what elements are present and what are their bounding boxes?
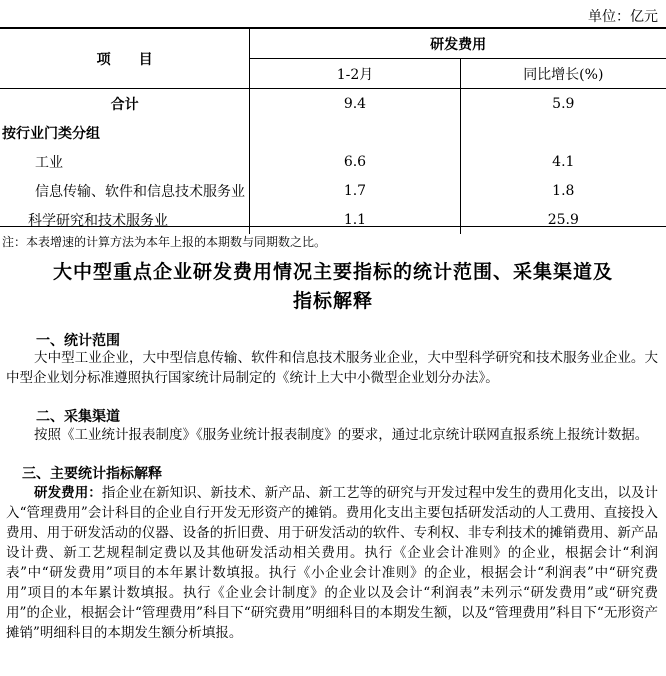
section-2-text: 按照《工业统计报表制度》《服务业统计报表制度》的要求，通过北京统计联网直报系统上报统计数据。 [34, 427, 649, 443]
unit-label: 单位：亿元 [588, 9, 658, 25]
row-growth: 1.8 [460, 176, 666, 205]
title-line-2: 指标解释 [292, 290, 373, 312]
row-label: 工业 [35, 154, 63, 171]
row-growth: 5.9 [460, 89, 666, 119]
row-label: 科学研究和技术服务业 [28, 212, 168, 229]
table-row [0, 205, 666, 234]
row-value: 9.4 [250, 89, 460, 119]
title-line-1: 大中型重点企业研发费用情况主要指标的统计范围、采集渠道及 [52, 261, 613, 283]
section-3-text: 指企业在新知识、新技术、新产品、新工艺等的研究与开发过程中发生的费用化支出，以及计入“管理费用”会计科目的企业自行开发无形资产的摊销。费用化支出主要包括研发活动的人工费用、直接投入费用、用于研发活动的仪器、设备的折旧费、用于研发活动的软件、专利权、非专利技术的摊销费用、新产品设计费、新工艺规程制定费以及其他研发活动相关费用。执行《企业会计准则》的企业，根据会计“利润表”中“研发费用”项目的本年累计数填报。执行《小企业会计准则》的企业，根据会计“利润表”中“研究费用”项目的本年累计数填报。执行《企业会计制度》的企业以及会计“利润表”未列示“研发费用”或“研究费用”的企业，根据会计“管理费用”科目下“研究费用”明细科目的本期发生额，以及“管理费用”科目下“无形资产摊销”明细科目的本期发生额分析填报。 [6, 485, 659, 641]
row-label: 合计 [110, 96, 139, 113]
row-value: 1.7 [250, 176, 460, 205]
table-row [0, 89, 666, 119]
rd-expense-table [0, 29, 666, 234]
row-growth: 25.9 [460, 205, 666, 234]
section-1-heading: 一、统计范围 [36, 333, 120, 349]
table-bottom-rule [0, 226, 666, 227]
row-value: 6.6 [250, 147, 460, 176]
row-value: 1.1 [250, 205, 460, 234]
section-2-heading: 二、采集渠道 [36, 409, 120, 425]
section-3-heading: 三、主要统计指标解释 [22, 466, 162, 482]
table-row [0, 147, 666, 176]
row-growth [460, 118, 666, 147]
table-row [0, 176, 666, 205]
header-item: 项 目 [0, 29, 250, 89]
row-value [250, 118, 460, 147]
header-growth: 同比增长(%) [460, 59, 666, 89]
section-3-text-block [6, 483, 658, 643]
row-growth: 4.1 [460, 147, 666, 176]
table-note: 注：本表增速的计算方法为本年上报的本期数与同期数之比。 [2, 235, 327, 249]
header-rd-expense: 研发费用 [250, 29, 666, 59]
row-label: 信息传输、软件和信息技术服务业 [35, 183, 245, 200]
term-rd-expense: 研发费用： [34, 485, 102, 501]
document-title [0, 258, 666, 316]
header-period: 1-2月 [250, 59, 460, 89]
row-label: 按行业门类分组 [2, 125, 100, 142]
section-1-text: 大中型工业企业，大中型信息传输、软件和信息技术服务业企业，大中型科学研究和技术服务业企业。大中型企业划分标准遵照执行国家统计局制定的《统计上大中小微型企业划分办法》。 [6, 350, 658, 386]
table-row [0, 118, 666, 147]
